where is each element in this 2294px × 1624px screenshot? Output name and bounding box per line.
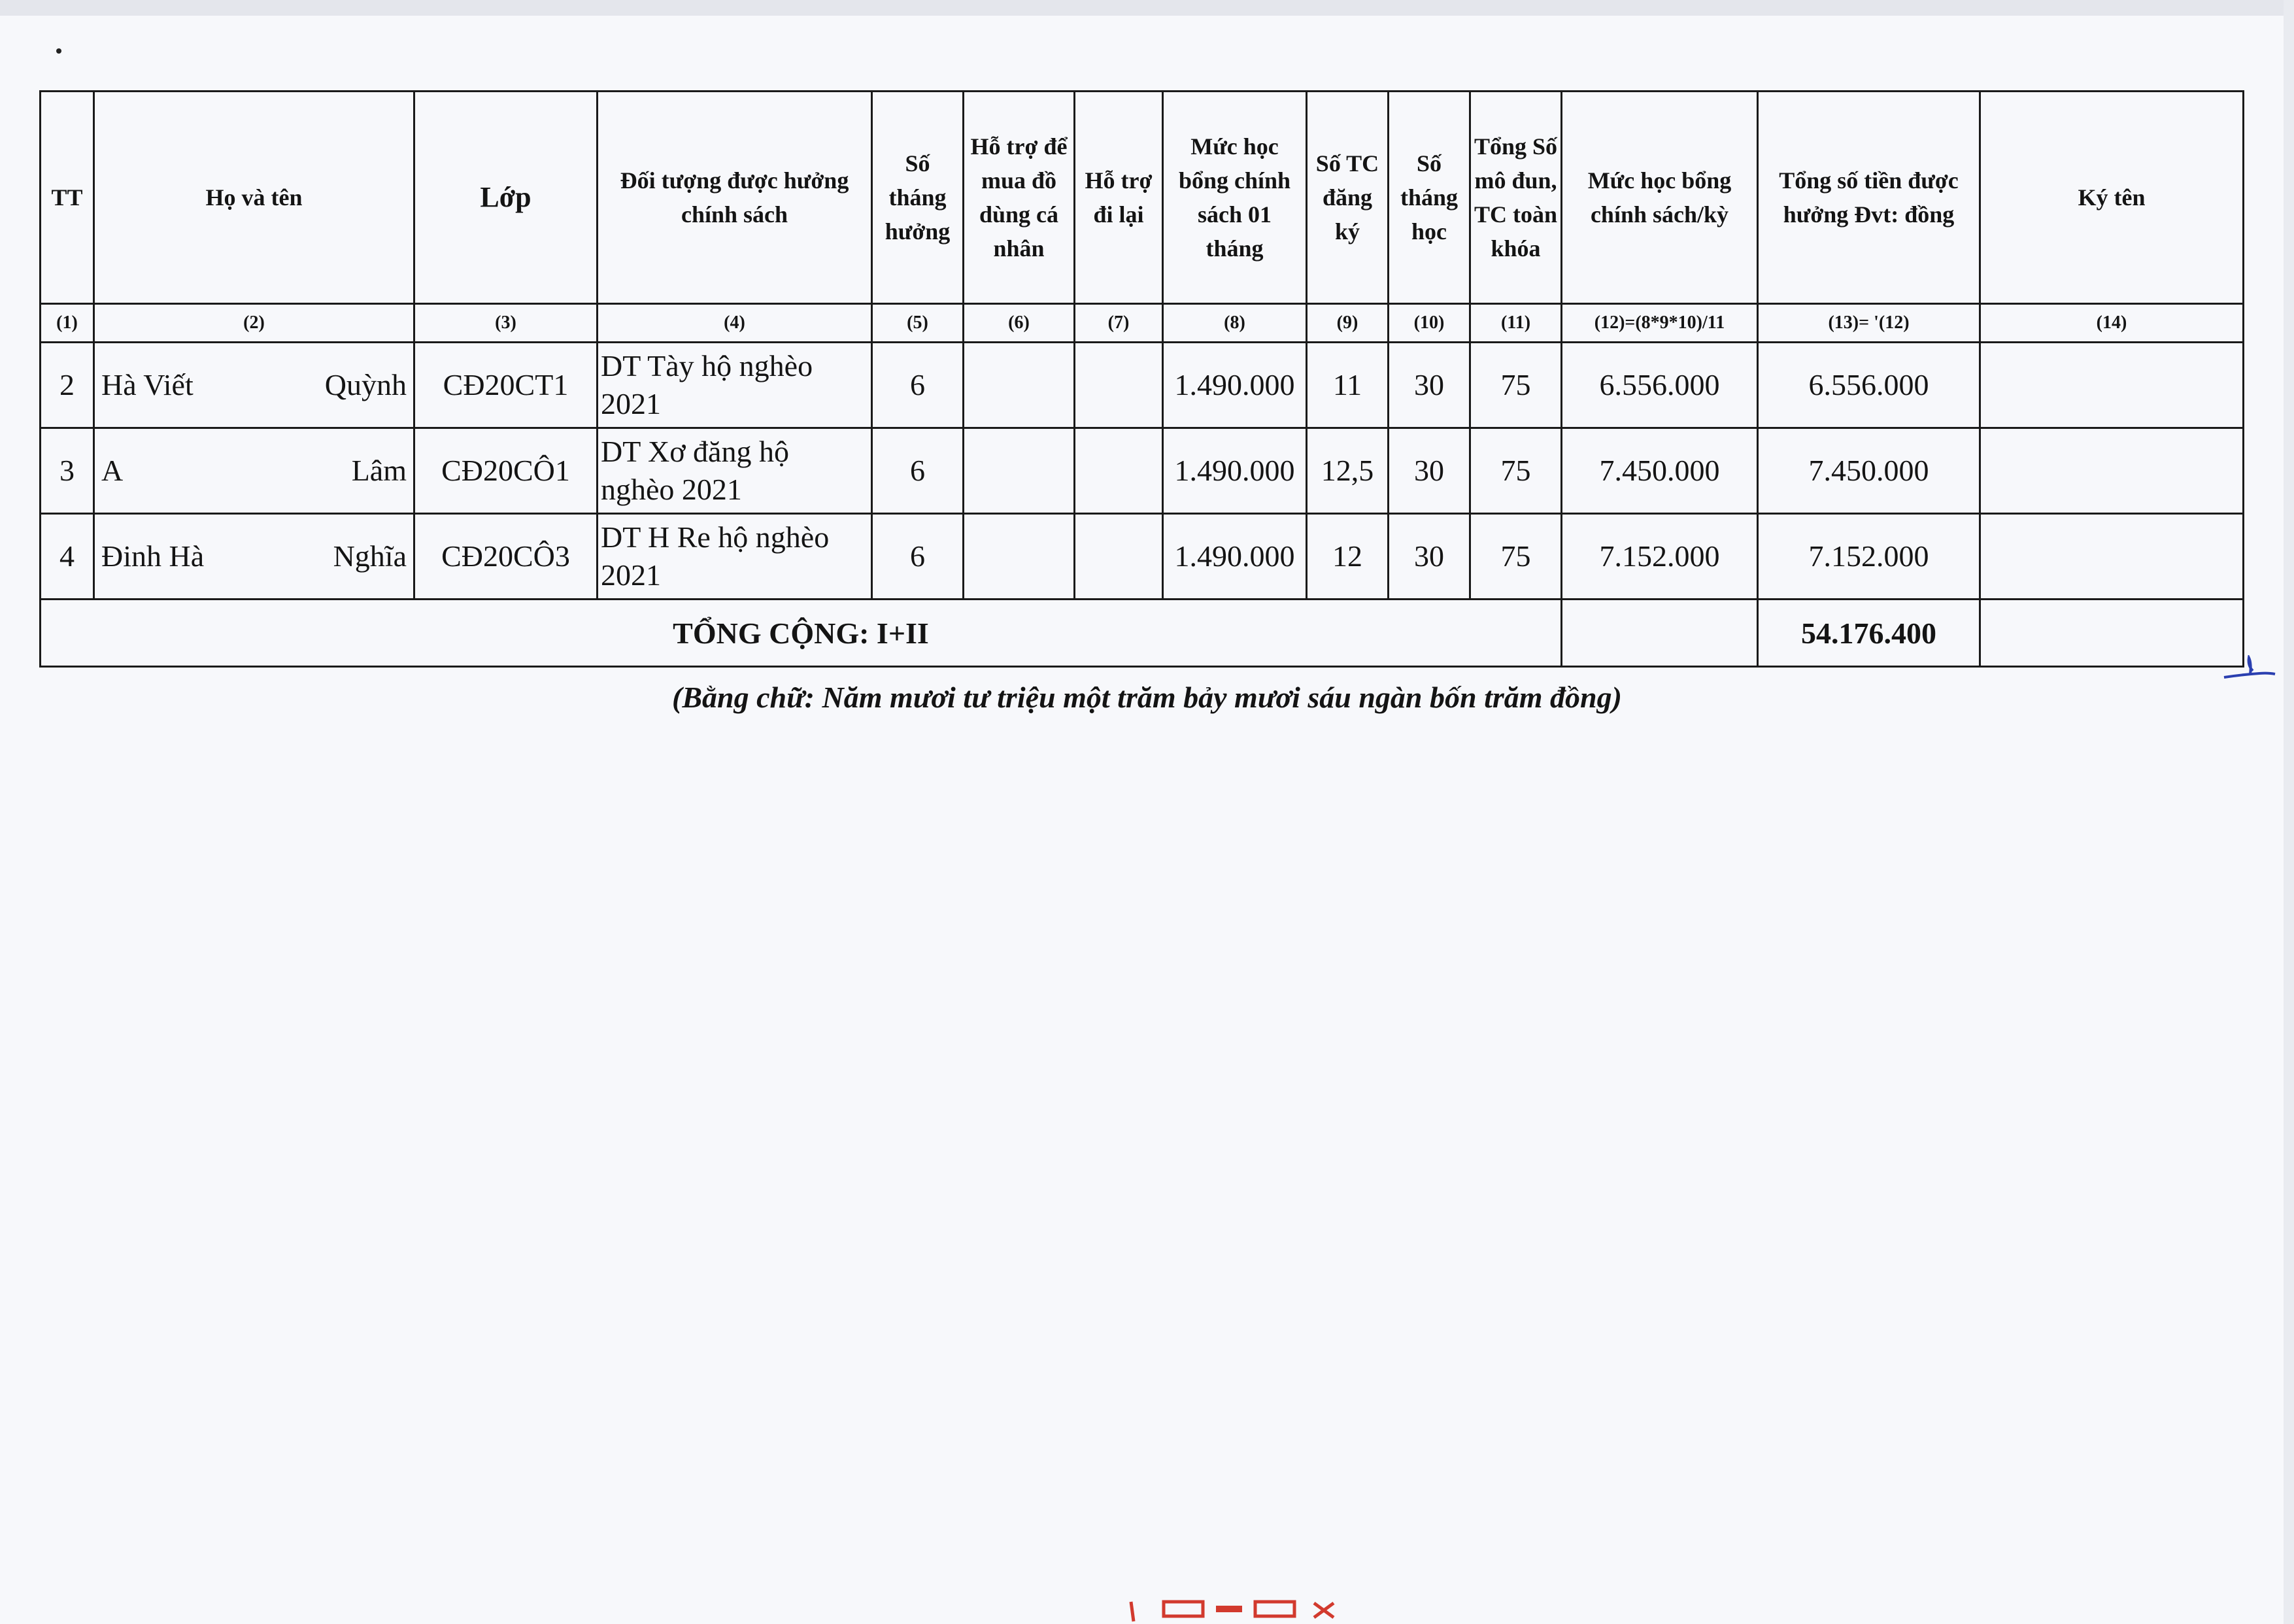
cell-ho-tro-di-lai: [1075, 343, 1163, 428]
cell-so-thang-hoc: 30: [1389, 514, 1470, 600]
cell-so-tc: 12: [1307, 514, 1389, 600]
total-sign-cell: [1980, 600, 2244, 667]
header-lop: Lớp: [414, 92, 598, 304]
column-number-row: [41, 304, 2244, 343]
cell-muc-hb-thang: 1.490.000: [1163, 428, 1307, 514]
total-row: [41, 600, 2244, 667]
cell-muc-hb-ky: 7.152.000: [1562, 514, 1758, 600]
cell-tt: 3: [41, 428, 94, 514]
cell-ho: A: [101, 454, 124, 487]
cell-tt: 2: [41, 343, 94, 428]
cell-so-thang: 6: [872, 514, 964, 600]
colnum-8: (8): [1163, 304, 1307, 343]
colnum-14: (14): [1980, 304, 2244, 343]
cell-tong-tien: 6.556.000: [1758, 343, 1980, 428]
header-ho-va-ten: Họ và tên: [94, 92, 414, 304]
table-row: [41, 428, 2244, 514]
cell-ho-tro-mua: [964, 514, 1075, 600]
cell-lop: CĐ20CT1: [414, 343, 598, 428]
colnum-12: (12)=(8*9*10)/11: [1562, 304, 1758, 343]
colnum-9: (9): [1307, 304, 1389, 343]
cell-tt: 4: [41, 514, 94, 600]
header-doi-tuong: Đối tượng được hưởng chính sách: [598, 92, 872, 304]
scan-right-edge: [2284, 0, 2294, 1624]
cell-tong-mo-dun: 75: [1470, 514, 1562, 600]
cell-so-thang-hoc: 30: [1389, 428, 1470, 514]
cell-ho: Hà Viết: [101, 368, 194, 401]
cell-so-thang: 6: [872, 428, 964, 514]
table-row: [41, 343, 2244, 428]
red-stamp-fragment: [1124, 1598, 1386, 1624]
cell-ho-tro-mua: [964, 343, 1075, 428]
cell-tong-tien: 7.450.000: [1758, 428, 1980, 514]
header-ho-tro-di-lai: Hỗ trợ đi lại: [1075, 92, 1163, 304]
scan-top-shadow: [0, 0, 2294, 16]
cell-tong-mo-dun: 75: [1470, 428, 1562, 514]
header-row: [41, 92, 2244, 304]
colnum-1: (1): [41, 304, 94, 343]
total-empty-cell: [1562, 600, 1758, 667]
header-so-thang-hoc: Số tháng học: [1389, 92, 1470, 304]
cell-so-thang-hoc: 30: [1389, 343, 1470, 428]
colnum-7: (7): [1075, 304, 1163, 343]
scan-speck: [56, 48, 61, 54]
colnum-11: (11): [1470, 304, 1562, 343]
table-row: [41, 514, 2244, 600]
cell-muc-hb-ky: 7.450.000: [1562, 428, 1758, 514]
cell-doi-tuong: DT H Re hộ nghèo 2021: [598, 514, 872, 600]
cell-ten: Quỳnh: [324, 368, 407, 401]
cell-lop: CĐ20CÔ3: [414, 514, 598, 600]
cell-ky-ten: [1980, 428, 2244, 514]
header-muc-hoc-bong-thang: Mức học bổng chính sách 01 tháng: [1163, 92, 1307, 304]
header-tong-so-tien: Tổng số tiền được hưởng Đvt: đồng: [1758, 92, 1980, 304]
colnum-4: (4): [598, 304, 872, 343]
amount-in-words: (Bằng chữ: Năm mươi tư triệu một trăm bảy mươi sáu ngàn bốn trăm đồng): [672, 681, 1622, 714]
cell-ho: Đinh Hà: [101, 539, 205, 573]
cell-muc-hb-ky: 6.556.000: [1562, 343, 1758, 428]
cell-tong-tien: 7.152.000: [1758, 514, 1980, 600]
cell-name: [94, 428, 414, 514]
colnum-5: (5): [872, 304, 964, 343]
cell-so-tc: 11: [1307, 343, 1389, 428]
header-ky-ten: Ký tên: [1980, 92, 2244, 304]
cell-so-thang: 6: [872, 343, 964, 428]
cell-ky-ten: [1980, 514, 2244, 600]
total-label: TỔNG CỘNG: I+II: [41, 600, 1562, 667]
header-tong-mo-dun: Tổng Số mô đun, TC toàn khóa: [1470, 92, 1562, 304]
cell-ten: Nghĩa: [333, 539, 407, 573]
cell-doi-tuong: DT Xơ đăng hộ nghèo 2021: [598, 428, 872, 514]
cell-muc-hb-thang: 1.490.000: [1163, 514, 1307, 600]
cell-tong-mo-dun: 75: [1470, 343, 1562, 428]
signature-mark: [2221, 655, 2278, 681]
scholarship-table: [39, 90, 2244, 668]
header-muc-hoc-bong-ky: Mức học bổng chính sách/kỳ: [1562, 92, 1758, 304]
cell-ho-tro-mua: [964, 428, 1075, 514]
cell-lop: CĐ20CÔ1: [414, 428, 598, 514]
cell-doi-tuong: DT Tày hộ nghèo 2021: [598, 343, 872, 428]
colnum-3: (3): [414, 304, 598, 343]
colnum-10: (10): [1389, 304, 1470, 343]
header-so-tc: Số TC đăng ký: [1307, 92, 1389, 304]
colnum-13: (13)= '(12): [1758, 304, 1980, 343]
cell-so-tc: 12,5: [1307, 428, 1389, 514]
colnum-2: (2): [94, 304, 414, 343]
cell-ten: Lâm: [351, 454, 407, 487]
cell-name: [94, 514, 414, 600]
cell-name: [94, 343, 414, 428]
colnum-6: (6): [964, 304, 1075, 343]
cell-ky-ten: [1980, 343, 2244, 428]
header-so-thang-huong: Số tháng hưởng: [872, 92, 964, 304]
cell-muc-hb-thang: 1.490.000: [1163, 343, 1307, 428]
header-tt: TT: [41, 92, 94, 304]
cell-ho-tro-di-lai: [1075, 428, 1163, 514]
header-ho-tro-mua: Hỗ trợ để mua đồ dùng cá nhân: [964, 92, 1075, 304]
cell-ho-tro-di-lai: [1075, 514, 1163, 600]
total-value: 54.176.400: [1758, 600, 1980, 667]
